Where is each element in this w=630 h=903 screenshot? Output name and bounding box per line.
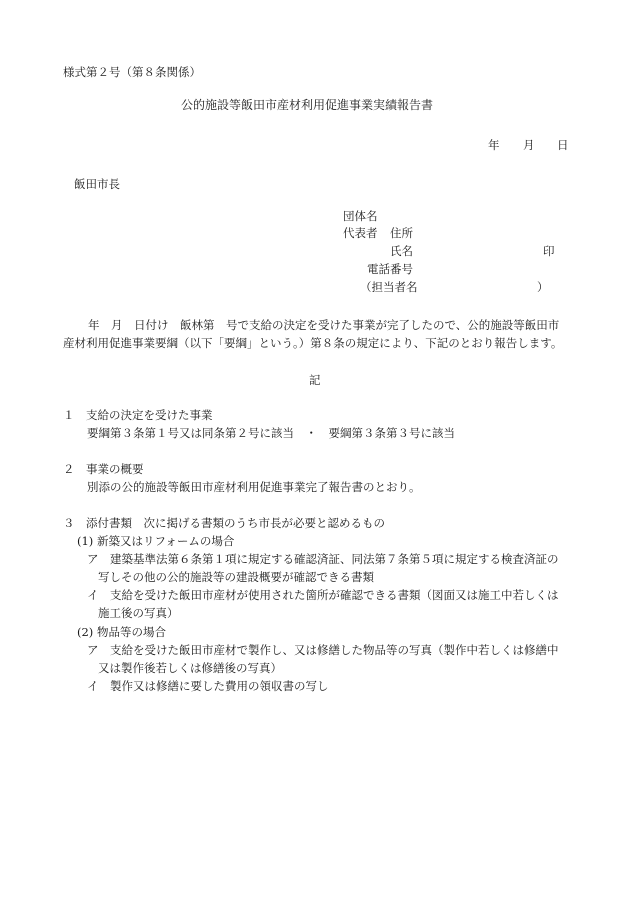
- date-year-label: 年: [488, 138, 500, 152]
- subsection-1-heading: (1) 新築又はリフォームの場合: [77, 534, 235, 548]
- contact-person-close: ）: [537, 280, 549, 294]
- item-a-1-line-2: 写しその他の公的施設等の建設概要が確認できる書類: [98, 570, 374, 584]
- section-1-heading: １ 支給の決定を受けた事業: [63, 408, 213, 422]
- section-1-text: 要綱第３条第１号又は同条第２号に該当 ・ 要綱第３条第３号に該当: [87, 426, 455, 440]
- phone-label: 電話番号: [367, 262, 413, 276]
- section-3-heading: ３ 添付書類 次に掲げる書類のうち市長が必要と認めるもの: [63, 516, 385, 530]
- item-a-2-line-2: 又は製作後若しくは修繕後の写真）: [98, 661, 282, 675]
- date-month-label: 月: [523, 138, 535, 152]
- org-name-label: 団体名: [343, 209, 378, 223]
- section-2-heading: ２ 事業の概要: [63, 462, 144, 476]
- ki-heading: 記: [309, 373, 321, 387]
- body-line-2: 産材利用促進事業要綱（以下「要綱」という。）第８条の規定により、下記のとおり報告します。: [63, 336, 563, 350]
- representative-label: 代表者: [343, 226, 378, 240]
- address-label: 住所: [390, 226, 413, 240]
- item-a-1-line-1: ア 建築基準法第６条第１項に規定する確認済証、同法第７条第５項に規定する検査済証の: [87, 552, 559, 566]
- date-day-label: 日: [557, 138, 569, 152]
- page-title: 公的施設等飯田市産材利用促進事業実績報告書: [181, 98, 434, 112]
- item-i-1-line-1: イ 支給を受けた飯田市産材が使用された箇所が確認できる書類（図面又は施工中若しくは: [87, 588, 559, 602]
- body-line-1: 年 月 日付け 飯林第 号で支給の決定を受けた事業が完了したので、公的施設等飯田市: [88, 318, 560, 332]
- seal-mark: 印: [543, 244, 555, 258]
- form-number: 様式第２号（第８条関係）: [63, 65, 201, 79]
- subsection-2-heading: (2) 物品等の場合: [77, 625, 166, 639]
- item-i-2-line-1: イ 製作又は修繕に要した費用の領収書の写し: [87, 679, 329, 693]
- item-i-1-line-2: 施工後の写真）: [98, 606, 179, 620]
- addressee: 飯田市長: [74, 177, 120, 191]
- contact-person-label: （担当者名: [360, 280, 418, 294]
- name-label: 氏名: [390, 244, 413, 258]
- item-a-2-line-1: ア 支給を受けた飯田市産材で製作し、又は修繕した物品等の写真（製作中若しくは修繕中: [87, 643, 559, 657]
- section-2-text: 別添の公的施設等飯田市産材利用促進事業完了報告書のとおり。: [87, 480, 421, 494]
